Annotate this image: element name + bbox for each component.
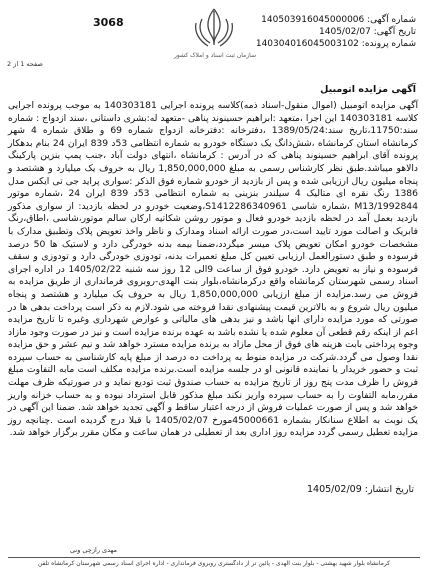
notice-date: تاریخ آگهی: 1405/02/07 [319, 27, 416, 37]
notice-number: شماره آگهی: 140503916045000006 [261, 15, 416, 25]
page-number: صفحه 1 از 2 [7, 60, 43, 68]
signer-name: مهدی رازچی ونی [70, 546, 117, 554]
file-number: شماره پرونده: 140304016045003102 [255, 39, 416, 49]
notice-body: آگهی مزایده اتومبیل (اموال منقول-اسناد ذمه)کلاسه پرونده اجرایی 140303181 به موجب پرونده اجرایی کلاسه 140303181 این اجرا ،متعهد :ابراهیم حسینوند پناهی -متعهد له:بشری داستانی ،سند ازدواج : شماره سند:11750،تاریخ سند:1389/05/24 ،دفترخانه :دفترخانه ازدواج شماره 69 و طلاق شماره 4 شهر کرمانشاه استان کرمانشاه ،شش‌دانگ یک دستگاه خودرو به شماره انتظامی 53د 839 ایران 24 بنام بدهکار پرونده آقای ابراهیم حسینوند پناهی که در آدرس : کرمانشاه ،انتهای دولت آباد ،جنب پمپ بنزین پارکینگ دالاهو میباشد.طبق نظر کارشناس رسمی به مبلغ 1,850,000,000 ریال به حروف یک میلیارد و هشتصد و پنجاه میلیون ریال ارزیابی شده و پس از بازدید از خودرو شماره فوق الذکر :سواری پراید جی تی ایکس مدل 1386 رنگ نقره ای متالیک 4 سیلندر بنزینی به شماره انتظامی 53د 839 ایران 24 ،شماره موتور M13/1992844 ،شماره شاسی S1412286340961،وضعیت خودرو در لحظه بازدید: از سواری مذکور بازدید بعمل آمد در لحظه بازدید خودرو فعال و موتور روشن شکاتیه ارکان سالم موتور،شاسی ،اطاق،رنگ فابریک و اصالت مورد تایید است،در صورت ارائه اسناد ومدارک و ناظر واخذ تعویض پلاک وتطبیق مدارک با مشخصات خودرو امکان تعویض پلاک میسر میگردد،ضمنا بیمه بدنه خودرگی دارد و لاستیک ها 50 درصد فرسوده و طبق دستورالعمل ارزیابی تعیین کل مبلغ تعمیرات بدنه، تودوزی خودرگی دارد و تودوزی و سقف فرسوده و نیاز به تعویض دارد. خودرو فوق از ساعت 9الی 12 روز سه شنبه 1405/02/22 در اداره اجرای اسناد رسمی شهرستان کرمانشاه واقع درکرمانشاه،بلوار بنت الهدی-روبروی فرمانداری از طریق مزایده به فروش می رسد.مزایده از مبلغ ارزیابی 1,850,000,000 ریال به حروف یک میلیارد و هشتصد و پنجاه میلیون ریال شروع و به بالاترین قیمت پیشنهادی نقدا فروخته می شود.لازم به ذکر است پرداخت بدهی ها در صورتی که مورد مزایده دارای انها باشد و نیز بدهی های مالیاتی و عوارض شهرداری وغیره تا تاریخ مزایده اعم از اینکه رقم قطعی آن معلوم شده یا نشده باشد به عهده برنده مزایده است و نیز در صورت وجود مازاد وجوه پرداختی بابت هزینه های فوق از محل مازاد به برنده مزایده مسترد خواهد شد و نیم عشر و حق مزایده نقدا وصول می گردد.شرکت در مزایده منوط به پرداخت ده درصد از مبلغ پایه کارشناسی به حساب سپرده ثبت و حضور خریدار یا نماینده قانونی او در جلسه مزایده است.برنده مزایده مکلف است مابه التفاوت مبلغ فروش را ظرف مدت پنج روز از تاریخ مزایده به حساب صندوق ثبت تودیع نماید و در صورتیکه ظرف مهلت مقرر،مابه التفاوت را به حساب سپرده واریز نکند مبلغ مذکور قابل استرداد نبوده و به حساب خزانه واریز خواهد شد و پس از صورت عملیات فروش از درجه اعتبار ساقط و آگهی تجدید خواهد شد. ضمنا این آگهی در یک نوبت به اطلاع سنانکار بشماره 45000661مورخ 1405/02/07 با قبلا درج گردیده است .چنانچه روز مزایده تعطیل رسمی گردد مزایده روز اداری بعد از تعطیلی در همان ساعت و مکان مقرر برگزار خواهد شد. [8, 100, 418, 439]
document-id: 3068 [93, 16, 124, 29]
footer-address: کرمانشاه بلوار شهید بهشتی - بلوار بنت الهدی - پائین تر از دادگستری روبروی فرمانداری - اداره اجرای اسناد رسمی شهرستان کرمانشاه تلفن [37, 560, 391, 567]
notice-meta [255, 14, 416, 50]
organization-name: سازمان ثبت اسناد و املاک کشور [173, 52, 257, 59]
publish-date: تاریخ انتشار: 1405/02/09 [306, 484, 414, 495]
notice-title: آگهی مزایده اتومبیل [320, 84, 416, 95]
national-emblem-icon [188, 5, 240, 51]
footer-divider [8, 557, 420, 558]
